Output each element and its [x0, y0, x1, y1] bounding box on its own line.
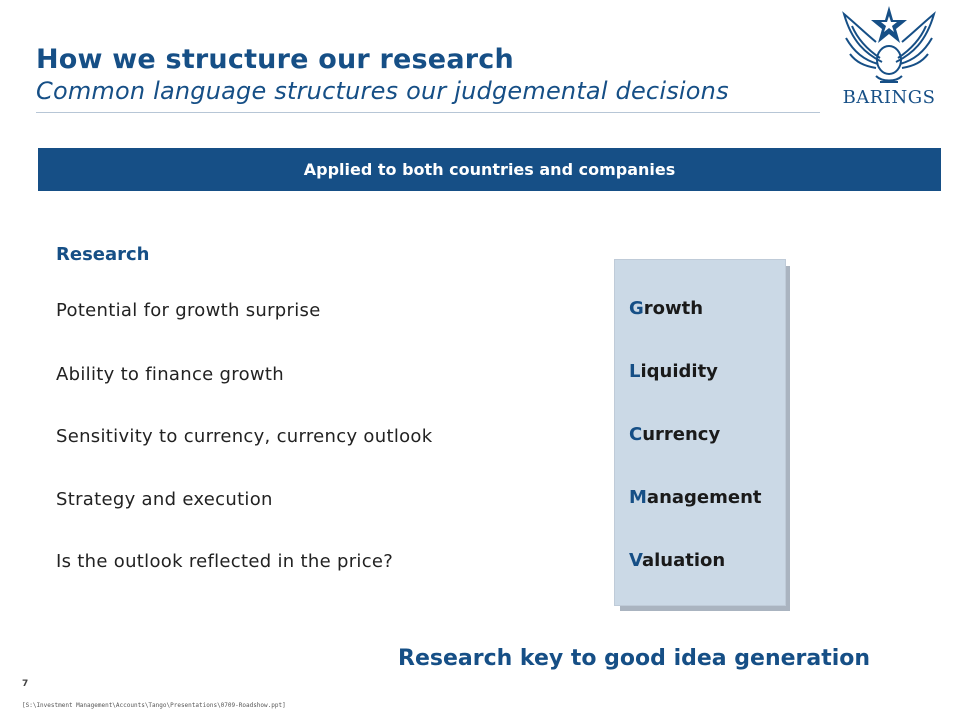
framework-item-growth: Growth [629, 298, 704, 319]
framework-item-valuation: Valuation [629, 550, 726, 571]
page-title: How we structure our research [36, 44, 514, 75]
applied-banner [38, 148, 941, 191]
research-item: Potential for growth surprise [56, 300, 321, 321]
page-subtitle: Common language structures our judgemental decisions [36, 77, 729, 105]
research-item: Strategy and execution [56, 489, 273, 510]
research-item: Ability to finance growth [56, 364, 284, 385]
barings-logo [836, 2, 942, 114]
banner-text: Applied to both countries and companies [303, 160, 676, 179]
conclusion-text: Research key to good idea generation [398, 646, 871, 671]
title-divider [36, 112, 820, 113]
framework-item-management: Management [629, 487, 762, 508]
framework-item-liquidity: Liquidity [629, 361, 718, 382]
logo-wordmark: BARINGS [842, 87, 936, 108]
framework-item-currency: Currency [629, 424, 721, 445]
research-item: Is the outlook reflected in the price? [56, 551, 394, 572]
framework-panel [614, 259, 786, 606]
page-number: 7 [22, 679, 29, 689]
research-item: Sensitivity to currency, currency outlook [56, 426, 433, 447]
research-heading: Research [56, 244, 150, 265]
file-path: [S:\Investment Management\Accounts\Tango\Presentations\0709-Roadshow.ppt] [22, 702, 286, 709]
barings-crest-icon [836, 2, 942, 88]
